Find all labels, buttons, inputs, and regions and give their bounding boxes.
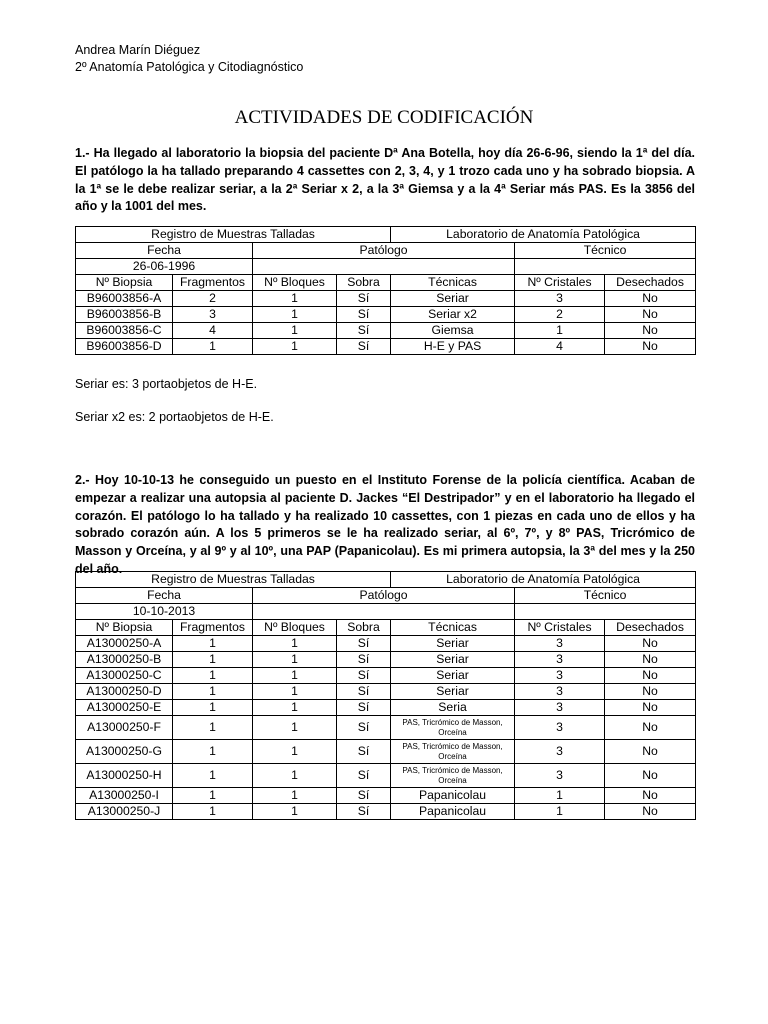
table-cell: Sí	[337, 804, 391, 820]
table-cell: B96003856-D	[76, 339, 173, 355]
table-cell: No	[605, 740, 696, 764]
column-header: Nº Bloques	[253, 620, 337, 636]
table-cell: Seriar	[391, 652, 515, 668]
column-header: Nº Biopsia	[76, 620, 173, 636]
table-cell: 3	[515, 764, 605, 788]
column-header: Sobra	[337, 275, 391, 291]
table-cell: 1	[253, 668, 337, 684]
table-cell: 3	[515, 636, 605, 652]
table-cell: No	[605, 307, 696, 323]
table-cell: 1	[173, 339, 253, 355]
table-cell: 3	[515, 652, 605, 668]
table-cell: 2	[515, 307, 605, 323]
table-cell: 1	[253, 339, 337, 355]
table-row	[76, 804, 696, 820]
date-value: 10-10-2013	[76, 604, 253, 620]
table-cell: 3	[515, 684, 605, 700]
table-cell: 1	[173, 684, 253, 700]
table-cell: Sí	[337, 700, 391, 716]
column-header-row	[76, 275, 696, 291]
course-name: 2º Anatomía Patológica y Citodiagnóstico	[75, 60, 304, 74]
table-cell: Sí	[337, 684, 391, 700]
table-row	[76, 700, 696, 716]
table-cell: No	[605, 700, 696, 716]
date-value: 26-06-1996	[76, 259, 253, 275]
table-cell: 3	[173, 307, 253, 323]
column-header: Nº Bloques	[253, 275, 337, 291]
table-cell: Seriar	[391, 684, 515, 700]
table-cell: 1	[253, 700, 337, 716]
table-cell: Sí	[337, 740, 391, 764]
date-label: Fecha	[76, 243, 253, 259]
table-cell: B96003856-A	[76, 291, 173, 307]
table-cell: H-E y PAS	[391, 339, 515, 355]
table-cell: 1	[253, 684, 337, 700]
table-cell: No	[605, 339, 696, 355]
table-row	[76, 339, 696, 355]
column-header: Sobra	[337, 620, 391, 636]
exercise-1-text: 1.- Ha llegado al laboratorio la biopsia del paciente Dª Ana Botella, hoy día 26-6-96, siendo la 1ª del día. El patólogo la ha tallado preparando 4 cassettes con 2, 3, 4, y 1 trozo cada uno y ha sobrado biopsia. A la 1ª se le debe realizar seriar, a la 2ª Seriar x 2, a la 3ª Giemsa y a la 4ª Seriar más PAS. Es la 3856 del año y la 1001 del mes.	[75, 146, 695, 214]
column-header: Técnicas	[391, 620, 515, 636]
table-cell: 1	[173, 652, 253, 668]
table-cell: 1	[173, 788, 253, 804]
table-cell: A13000250-F	[76, 716, 173, 740]
table-cell: 3	[515, 716, 605, 740]
table-cell: 1	[253, 788, 337, 804]
column-header: Nº Cristales	[515, 620, 605, 636]
table-cell: A13000250-E	[76, 700, 173, 716]
table-cell: No	[605, 764, 696, 788]
table-cell: Sí	[337, 716, 391, 740]
registry-table-1	[75, 226, 696, 355]
table-cell: PAS, Tricrómico de Masson, Orceína	[391, 740, 515, 764]
column-header: Nº Biopsia	[76, 275, 173, 291]
column-header: Nº Cristales	[515, 275, 605, 291]
table-cell: 1	[173, 700, 253, 716]
note-seriar-x2: Seriar x2 es: 2 portaobjetos de H-E.	[75, 410, 274, 424]
table-cell: 1	[253, 307, 337, 323]
table-cell: Sí	[337, 636, 391, 652]
table-cell: A13000250-I	[76, 788, 173, 804]
table-cell: 1	[173, 716, 253, 740]
table-cell: No	[605, 804, 696, 820]
exercise-2-text: 2.- Hoy 10-10-13 he conseguido un puesto en el Instituto Forense de la policía científica. Acaban de empezar a realizar una autopsia al paciente D. Jackes “El Destripador” y en el laboratorio ha llegado el corazón. El patólogo lo ha tallado y ha realizado 10 cassettes, con 1 piezas en cada uno de ellos y ha sobrado corazón aún. A los 5 primeros se le ha realizado seriar, al 6º, 7º, y 8º PAS, Tricrómico de Masson y Orceína, y al 9º y al 10º, una PAP (Papanicolau). Es mi primera autopsia, la 3ª del mes y la 250 del año.	[75, 473, 695, 576]
technician-value	[515, 604, 696, 620]
table-cell: A13000250-A	[76, 636, 173, 652]
table-cell: 4	[173, 323, 253, 339]
table-cell: PAS, Tricrómico de Masson, Orceína	[391, 716, 515, 740]
table-cell: Sí	[337, 323, 391, 339]
table-cell: No	[605, 668, 696, 684]
pathologist-value	[253, 604, 515, 620]
table-cell: 3	[515, 740, 605, 764]
column-header: Desechados	[605, 620, 696, 636]
table-cell: 3	[515, 668, 605, 684]
table-cell: Seriar	[391, 291, 515, 307]
table-cell: No	[605, 636, 696, 652]
table-row	[76, 291, 696, 307]
table-cell: Seriar x2	[391, 307, 515, 323]
table-cell: A13000250-H	[76, 764, 173, 788]
table-cell: Sí	[337, 291, 391, 307]
table-cell: 1	[173, 636, 253, 652]
table-cell: A13000250-J	[76, 804, 173, 820]
table-cell: 1	[253, 740, 337, 764]
table-cell: 4	[515, 339, 605, 355]
pathologist-label: Patólogo	[253, 588, 515, 604]
technician-label: Técnico	[515, 588, 696, 604]
technician-label: Técnico	[515, 243, 696, 259]
table-cell: Sí	[337, 307, 391, 323]
table-row	[76, 684, 696, 700]
table-cell: No	[605, 788, 696, 804]
table-cell: No	[605, 291, 696, 307]
table-cell: No	[605, 323, 696, 339]
table-cell: Seriar	[391, 636, 515, 652]
table-cell: No	[605, 684, 696, 700]
table-cell: No	[605, 716, 696, 740]
table-cell: Giemsa	[391, 323, 515, 339]
table-cell: 1	[253, 764, 337, 788]
table-cell: Sí	[337, 764, 391, 788]
table-cell: Papanicolau	[391, 788, 515, 804]
table-cell: 1	[253, 636, 337, 652]
registry-header: Registro de Muestras Talladas	[76, 227, 391, 243]
table-cell: Sí	[337, 339, 391, 355]
page-title: ACTIVIDADES DE CODIFICACIÓN	[234, 107, 534, 128]
table-cell: 3	[515, 291, 605, 307]
registry-header: Registro de Muestras Talladas	[76, 572, 391, 588]
table-cell: 1	[173, 804, 253, 820]
table-cell: 1	[515, 804, 605, 820]
table-cell: 1	[253, 291, 337, 307]
table-cell: No	[605, 652, 696, 668]
table-cell: 1	[515, 323, 605, 339]
table-cell: Sí	[337, 788, 391, 804]
table-cell: B96003856-C	[76, 323, 173, 339]
table-cell: Sí	[337, 668, 391, 684]
table-row	[76, 788, 696, 804]
table-cell: A13000250-G	[76, 740, 173, 764]
table-cell: PAS, Tricrómico de Masson, Orceína	[391, 764, 515, 788]
table-row	[76, 764, 696, 788]
technician-value	[515, 259, 696, 275]
table-cell: 3	[515, 700, 605, 716]
date-label: Fecha	[76, 588, 253, 604]
table-row	[76, 716, 696, 740]
table-cell: 1	[173, 668, 253, 684]
registry-table-2	[75, 571, 696, 820]
table-cell: B96003856-B	[76, 307, 173, 323]
author-name: Andrea Marín Diéguez	[75, 43, 201, 57]
table-row	[76, 636, 696, 652]
column-header-row	[76, 620, 696, 636]
table-cell: A13000250-D	[76, 684, 173, 700]
table-row	[76, 668, 696, 684]
table-cell: 1	[253, 652, 337, 668]
column-header: Técnicas	[391, 275, 515, 291]
table-row	[76, 323, 696, 339]
table-cell: Seriar	[391, 668, 515, 684]
column-header: Desechados	[605, 275, 696, 291]
column-header: Fragmentos	[173, 275, 253, 291]
table-cell: A13000250-C	[76, 668, 173, 684]
table-cell: A13000250-B	[76, 652, 173, 668]
pathologist-value	[253, 259, 515, 275]
laboratory-header: Laboratorio de Anatomía Patológica	[391, 572, 696, 588]
table-cell: 1	[253, 716, 337, 740]
note-seriar: Seriar es: 3 portaobjetos de H-E.	[75, 377, 258, 391]
table-cell: 2	[173, 291, 253, 307]
table-row	[76, 740, 696, 764]
table-row	[76, 307, 696, 323]
table-cell: 1	[173, 764, 253, 788]
table-cell: Seria	[391, 700, 515, 716]
column-header: Fragmentos	[173, 620, 253, 636]
table-cell: 1	[253, 323, 337, 339]
table-cell: Sí	[337, 652, 391, 668]
table-cell: Papanicolau	[391, 804, 515, 820]
table-cell: 1	[253, 804, 337, 820]
pathologist-label: Patólogo	[253, 243, 515, 259]
table-row	[76, 652, 696, 668]
table-cell: 1	[173, 740, 253, 764]
laboratory-header: Laboratorio de Anatomía Patológica	[391, 227, 696, 243]
table-cell: 1	[515, 788, 605, 804]
